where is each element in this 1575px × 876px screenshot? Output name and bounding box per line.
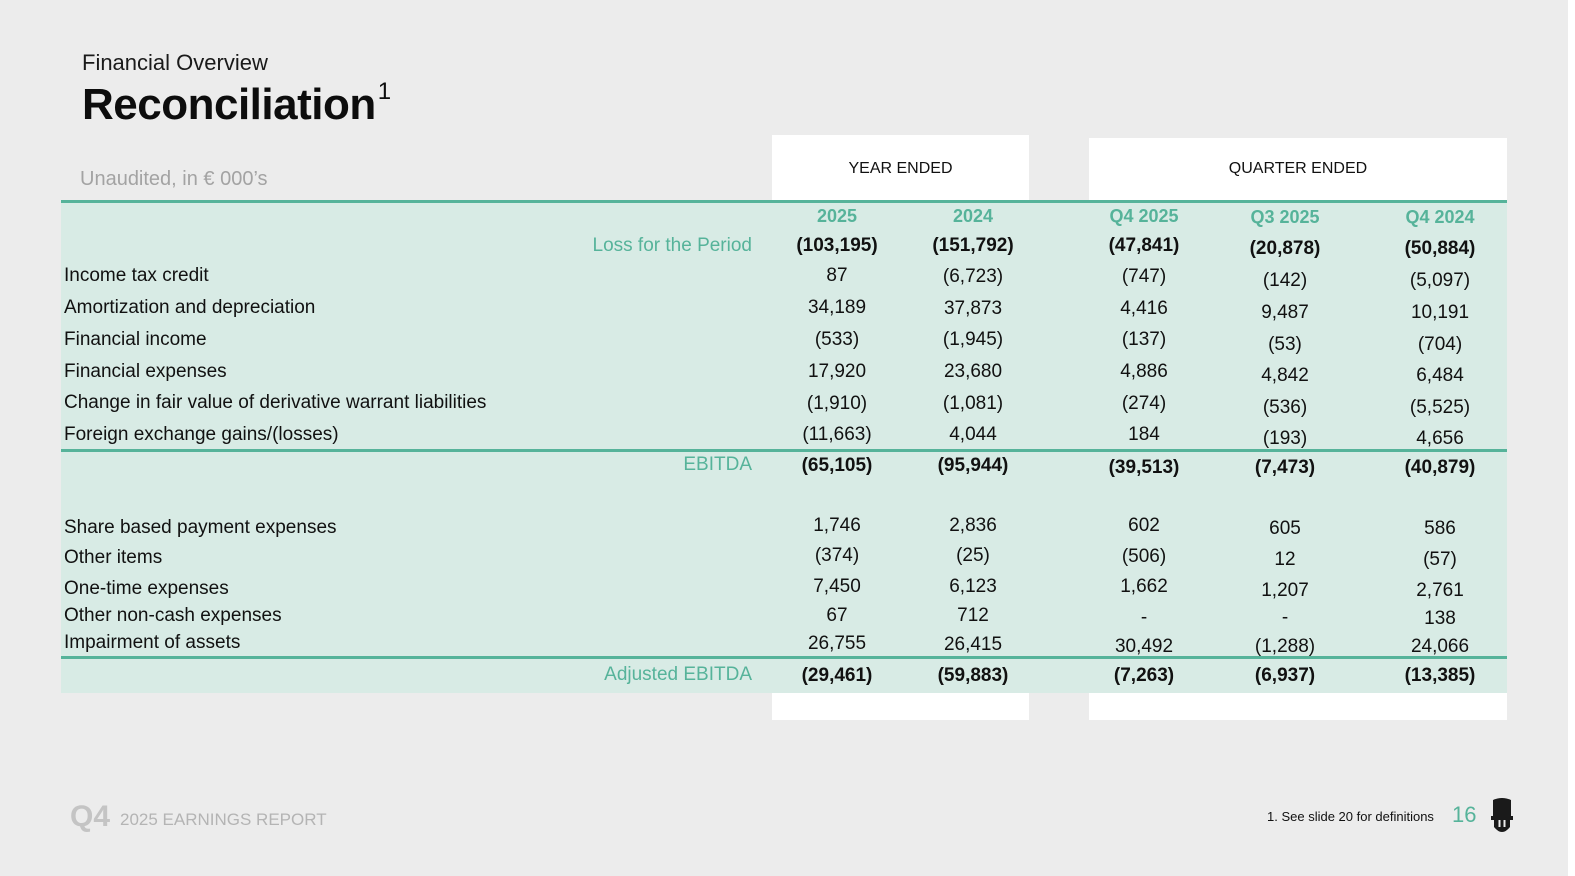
table-cell: (50,884): [1404, 238, 1476, 259]
table-cell: (704): [1417, 334, 1463, 355]
table-cell: 4,416: [1120, 298, 1168, 319]
row-label-amortization: Amortization and depreciation: [64, 297, 316, 318]
section-eyebrow: Financial Overview: [82, 50, 268, 75]
row-label-impairment: Impairment of assets: [64, 632, 241, 653]
table-cell: 67: [826, 605, 848, 626]
table-cell: (39,513): [1108, 457, 1180, 478]
row-label-non-cash: Other non-cash expenses: [64, 605, 282, 626]
table-cell: (53): [1268, 334, 1302, 355]
table-cell: 6,123: [949, 576, 997, 597]
row-label-fx: Foreign exchange gains/(losses): [64, 424, 339, 445]
table-cell: 1,746: [813, 515, 861, 536]
table-cell: (142): [1262, 270, 1308, 291]
table-cell: (40,879): [1404, 457, 1476, 478]
table-cell: (193): [1262, 428, 1308, 449]
table-cell: (6,723): [942, 266, 1004, 287]
column-header: 2025: [816, 206, 858, 226]
row-label-warrant: Change in fair value of derivative warrant liabilities: [64, 392, 487, 413]
units-subtitle: Unaudited, in € 000’s: [80, 168, 268, 190]
quarter-ended-header: QUARTER ENDED: [1228, 160, 1368, 177]
table-cell: 602: [1128, 515, 1160, 536]
table-cell: 87: [826, 265, 848, 286]
table-cell: -: [1281, 607, 1289, 628]
table-cell: 4,044: [949, 424, 997, 445]
adjusted-ebitda-label: Adjusted EBITDA: [604, 664, 752, 685]
table-cell: 4,656: [1416, 428, 1464, 449]
ebitda-label: EBITDA: [683, 454, 752, 475]
table-cell: (47,841): [1108, 235, 1180, 256]
row-label-financial-expenses: Financial expenses: [64, 361, 227, 382]
column-header: Q4 2025: [1109, 206, 1179, 226]
table-cell: 23,680: [943, 361, 1003, 382]
table-cell: 34,189: [807, 297, 867, 318]
table-cell: (13,385): [1404, 665, 1476, 686]
row-label-other-items: Other items: [64, 547, 163, 568]
table-cell: 184: [1128, 424, 1160, 445]
table-top-rule: [61, 200, 1507, 203]
page-number: 16: [1452, 802, 1477, 827]
page-title: [82, 80, 391, 130]
table-cell: 1,662: [1120, 576, 1168, 597]
table-cell: (20,878): [1249, 238, 1321, 259]
table-cell: 4,842: [1261, 365, 1309, 386]
table-cell: (6,937): [1254, 665, 1316, 686]
footer-report-title: 2025 EARNINGS REPORT: [120, 810, 327, 829]
column-header: Q4 2024: [1405, 207, 1475, 227]
column-header: Q3 2025: [1250, 207, 1320, 227]
row-label-financial-income: Financial income: [64, 329, 207, 350]
year-ended-header: YEAR ENDED: [848, 160, 953, 177]
table-cell: 17,920: [807, 361, 867, 382]
table-cell: (103,195): [796, 235, 878, 256]
table-cell: 10,191: [1410, 302, 1470, 323]
row-label-one-time: One-time expenses: [64, 578, 229, 599]
footnote: 1. See slide 20 for definitions: [1267, 809, 1434, 824]
table-cell: (536): [1262, 397, 1308, 418]
table-cell: (151,792): [932, 235, 1014, 256]
page-title-text: Reconciliation: [82, 80, 376, 129]
table-cell: (374): [814, 545, 860, 566]
table-cell: (137): [1121, 329, 1167, 350]
table-cell: 2,836: [949, 515, 997, 536]
table-cell: 37,873: [943, 298, 1003, 319]
row-label-share-based: Share based payment expenses: [64, 517, 337, 538]
table-cell: (274): [1121, 393, 1167, 414]
table-cell: (7,263): [1113, 665, 1175, 686]
title-footnote-marker: 1: [377, 78, 391, 106]
table-cell: 30,492: [1114, 636, 1174, 657]
table-cell: 7,450: [813, 576, 861, 597]
table-cell: (11,663): [802, 424, 872, 445]
table-cell: 712: [957, 605, 989, 626]
table-cell: 9,487: [1261, 302, 1309, 323]
table-cell: (1,288): [1254, 636, 1316, 657]
table-cell: (747): [1121, 266, 1167, 287]
table-cell: (5,097): [1409, 270, 1471, 291]
table-cell: (1,081): [942, 393, 1004, 414]
table-cell: (29,461): [801, 665, 873, 686]
table-cell: (533): [814, 329, 860, 350]
table-cell: (95,944): [937, 455, 1009, 476]
table-cell: (1,910): [806, 393, 868, 414]
table-cell: (5,525): [1409, 397, 1471, 418]
table-cell: 24,066: [1410, 636, 1470, 657]
table-cell: 586: [1424, 518, 1456, 539]
table-cell: (65,105): [801, 455, 873, 476]
column-header: 2024: [952, 206, 994, 226]
table-cell: -: [1140, 607, 1148, 628]
loss-label: Loss for the Period: [592, 235, 752, 256]
footer-quarter-mark: Q4: [70, 800, 111, 833]
table-cell: 1,207: [1261, 580, 1309, 601]
row-label-income-tax: Income tax credit: [64, 265, 209, 286]
table-cell: 26,755: [807, 633, 867, 654]
table-cell: 12: [1274, 549, 1296, 570]
table-cell: 605: [1269, 518, 1301, 539]
table-cell: 6,484: [1416, 365, 1464, 386]
table-cell: 2,761: [1416, 580, 1464, 601]
table-cell: 4,886: [1120, 361, 1168, 382]
company-logo-icon: [1489, 797, 1515, 837]
table-cell: (25): [956, 545, 990, 566]
table-cell: 138: [1424, 608, 1456, 629]
table-cell: (506): [1121, 546, 1167, 567]
table-cell: (1,945): [942, 329, 1004, 350]
table-cell: (57): [1423, 549, 1457, 570]
table-cell: 26,415: [943, 634, 1003, 655]
table-cell: (59,883): [937, 665, 1009, 686]
table-cell: (7,473): [1254, 457, 1316, 478]
